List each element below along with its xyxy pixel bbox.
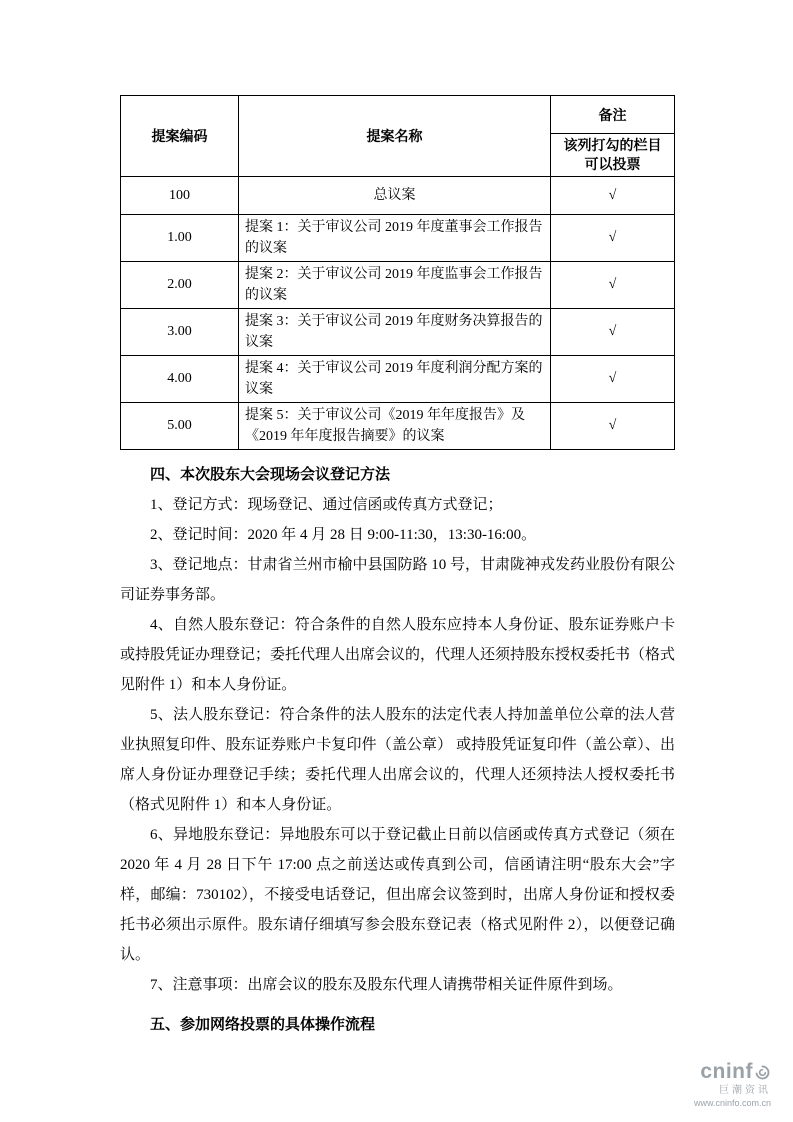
cninfo-brand-text: cninf bbox=[700, 1060, 753, 1084]
cell-code: 1.00 bbox=[121, 215, 239, 262]
header-proposal-code: 提案编码 bbox=[121, 96, 239, 177]
cell-name: 提案 5：关于审议公司《2019 年年度报告》及《2019 年年度报告摘要》的议案 bbox=[239, 403, 551, 450]
cninfo-chinese-name: 巨潮资讯 bbox=[719, 1085, 771, 1097]
paragraph-notes: 7、注意事项：出席会议的股东及股东代理人请携带相关证件原件到场。 bbox=[150, 977, 623, 993]
cell-name: 提案 2：关于审议公司 2019 年度监事会工作报告的议案 bbox=[239, 262, 551, 309]
table-row bbox=[121, 356, 675, 403]
header-remark: 备注 bbox=[551, 96, 675, 134]
cell-name: 提案 3：关于审议公司 2019 年度财务决算报告的议案 bbox=[239, 309, 551, 356]
cell-name: 总议案 bbox=[239, 177, 551, 215]
cninfo-brand bbox=[694, 1060, 771, 1084]
cell-code: 4.00 bbox=[121, 356, 239, 403]
section-heading-registration: 四、本次股东大会现场会议登记方法 bbox=[150, 466, 391, 483]
paragraph-individual-shareholder: 4、自然人股东登记：符合条件的自然人股东应持本人身份证、股东证券账户卡或持股凭证办理登记；委托代理人出席会议的，代理人还须持股东授权委托书（格式见附件 1）和本人身份证。 bbox=[120, 617, 676, 693]
cell-check: √ bbox=[551, 309, 675, 356]
cell-check: √ bbox=[551, 177, 675, 215]
section-heading-online-voting: 五、参加网络投票的具体操作流程 bbox=[150, 1016, 376, 1033]
table-row bbox=[121, 403, 675, 450]
paragraph-registration-place: 3、登记地点：甘肃省兰州市榆中县国防路 10 号，甘肃陇神戎发药业股份有限公司证券事务部。 bbox=[120, 557, 676, 603]
cell-code: 100 bbox=[121, 177, 239, 215]
cell-check: √ bbox=[551, 403, 675, 450]
cell-code: 2.00 bbox=[121, 262, 239, 309]
cell-name: 提案 4：关于审议公司 2019 年度利润分配方案的议案 bbox=[239, 356, 551, 403]
header-remark-note: 该列打勾的栏目可以投票 bbox=[551, 134, 675, 177]
paragraph-registration-time: 2、登记时间：2020 年 4 月 28 日 9:00-11:30，13:30-16:00。 bbox=[150, 527, 537, 543]
table-row bbox=[121, 262, 675, 309]
cell-check: √ bbox=[551, 356, 675, 403]
cell-name: 提案 1：关于审议公司 2019 年度董事会工作报告的议案 bbox=[239, 215, 551, 262]
cell-check: √ bbox=[551, 215, 675, 262]
cell-code: 5.00 bbox=[121, 403, 239, 450]
table-row bbox=[121, 215, 675, 262]
paragraph-registration-method: 1、登记方式：现场登记、通过信函或传真方式登记； bbox=[150, 497, 503, 513]
cell-code: 3.00 bbox=[121, 309, 239, 356]
cninfo-swirl-icon bbox=[754, 1064, 771, 1081]
paragraph-corporate-shareholder: 5、法人股东登记：符合条件的法人股东的法定代表人持加盖单位公章的法人营业执照复印件、股东证券账户卡复印件（盖公章） 或持股凭证复印件（盖公章）、出席人身份证办理登记手续；委托代理人出席会议的，代理人还须持法人授权委托书（格式见附件 1）和本人身份证。 bbox=[120, 707, 675, 813]
cell-check: √ bbox=[551, 262, 675, 309]
cninfo-url: www.cninfo.com.cn bbox=[693, 1097, 771, 1108]
document-content bbox=[120, 95, 675, 1040]
proposal-table bbox=[120, 95, 675, 450]
header-proposal-name: 提案名称 bbox=[239, 96, 551, 177]
table-row bbox=[121, 309, 675, 356]
cninfo-logo bbox=[694, 1060, 771, 1108]
paragraph-remote-shareholder: 6、异地股东登记：异地股东可以于登记截止日前以信函或传真方式登记（须在 2020 年 4 月 28 日下午 17:00 点之前送达或传真到公司，信函请注明“股东大会”字样，邮编：730102），不接受电话登记，但出席会议签到时，出席人身份证和授权委托书必须出示原件。股东请仔细填写参会股东登记表（格式见附件 2），以便登记确认。 bbox=[120, 827, 675, 963]
table-row bbox=[121, 177, 675, 215]
